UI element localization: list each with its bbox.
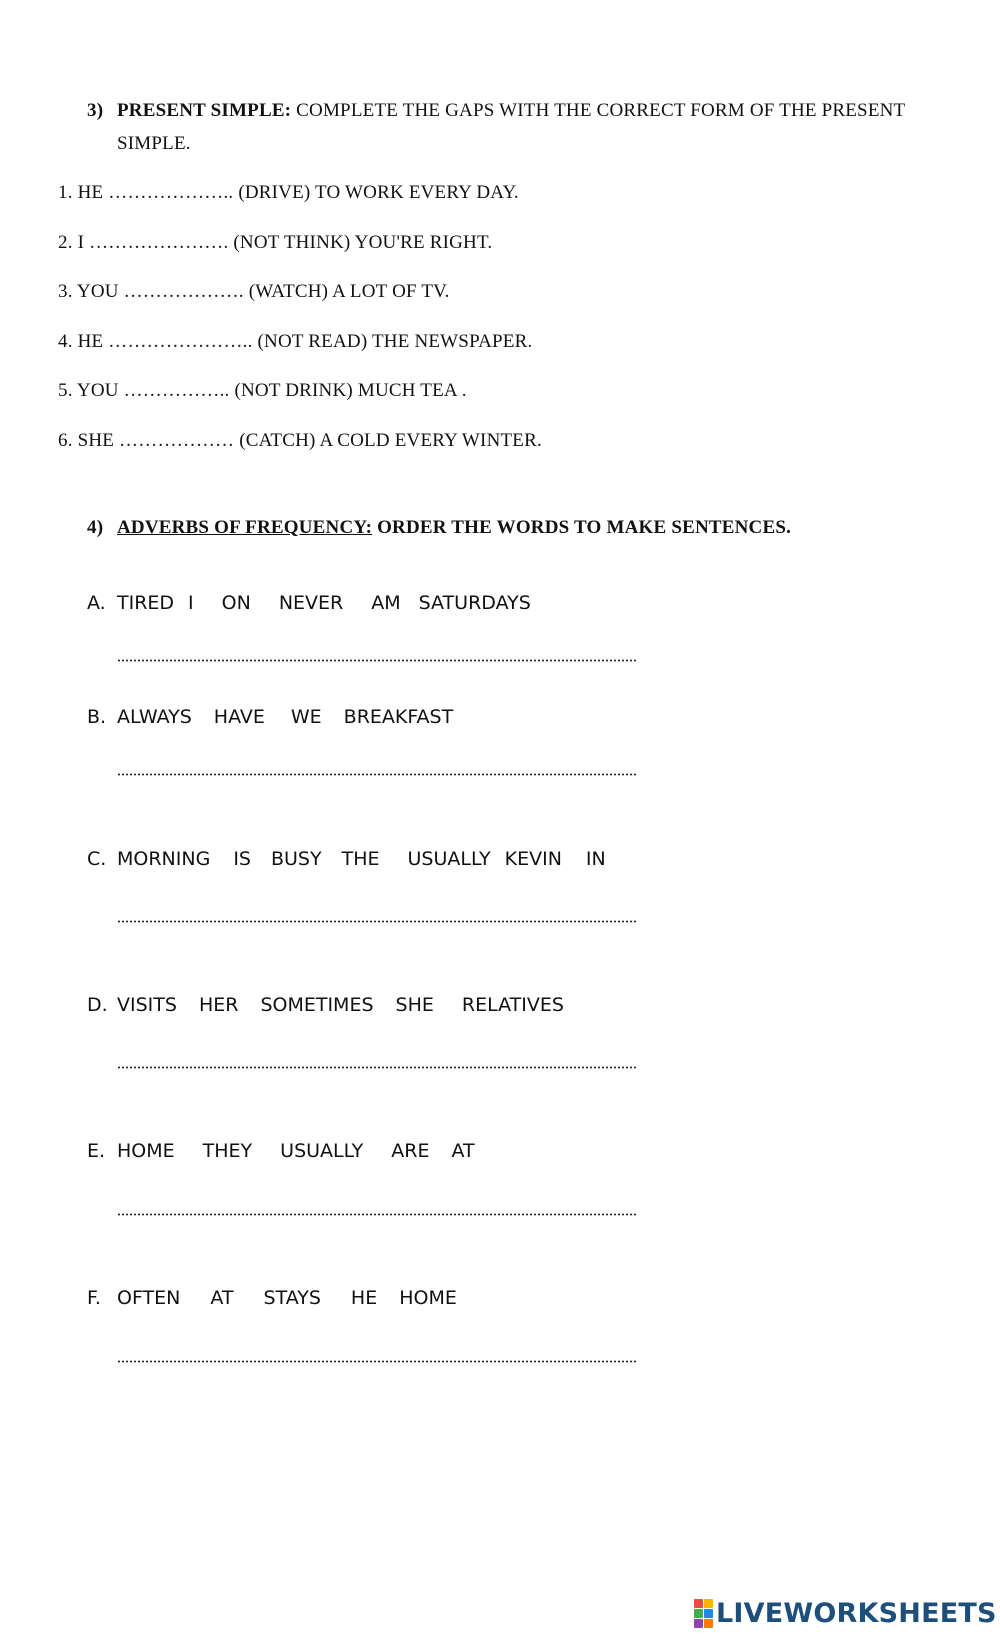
word: USUALLY [280,1140,364,1162]
gap-item-1: 1. HE ……………….. (DRIVE) TO WORK EVERY DAY. [58,182,519,203]
gap-item-4: 4. HE ………………….. (NOT READ) THE NEWSPAPER. [58,331,533,352]
logo-cell [694,1609,703,1618]
word: AM [371,592,401,614]
word: THEY [202,1140,253,1162]
word: ON [221,592,251,614]
order-item-e-words [117,1140,475,1162]
liveworksheets-logo [694,1598,997,1629]
word: HAVE [213,706,265,728]
logo-grid-icon [694,1599,713,1628]
logo-cell [704,1609,713,1618]
logo-cell [704,1599,713,1608]
section3-number: 3) [87,100,104,121]
word: SATURDAYS [418,592,531,614]
order-item-e-letter: E. [87,1140,106,1162]
word: ARE [391,1140,430,1162]
gap-item-2: 2. I …………………. (NOT THINK) YOU'RE RIGHT. [58,232,493,253]
order-item-c-words [117,848,606,870]
word: BUSY [270,848,322,870]
logo-text: LIVEWORKSHEETS [716,1598,997,1629]
word: HER [198,994,239,1016]
word: THE [341,848,380,870]
answer-line-b[interactable] [117,773,637,776]
word: USUALLY [407,848,491,870]
section4-number: 4) [87,517,104,538]
word: ALWAYS [117,706,192,728]
order-item-c-letter: C. [87,848,107,870]
word: KEVIN [504,848,562,870]
word: IN [585,848,606,870]
word: SOMETIMES [260,994,374,1016]
logo-cell [704,1619,713,1628]
logo-cell [694,1619,703,1628]
answer-line-f[interactable] [117,1360,637,1363]
logo-cell [694,1599,703,1608]
word: WE [290,706,322,728]
section4-instruction: ORDER THE WORDS TO MAKE SENTENCES. [377,517,792,538]
word: HOME [117,1140,175,1162]
order-item-d-letter: D. [87,994,108,1016]
section4-heading-line [117,517,791,539]
word: OFTEN [117,1287,181,1309]
section3-heading-line [117,100,905,122]
word: TIRED [117,592,175,614]
section3-instruction: COMPLETE THE GAPS WITH THE CORRECT FORM OF THE PRESENT [296,100,906,121]
word: IS [233,848,251,870]
gap-item-5: 5. YOU …………….. (NOT DRINK) MUCH TEA . [58,380,467,401]
order-item-b-words [117,706,453,728]
word: HE [350,1287,378,1309]
section3-instruction-cont: SIMPLE. [117,133,191,154]
word: I [188,592,194,614]
order-item-f-letter: F. [87,1287,101,1309]
word: AT [451,1140,475,1162]
word: HOME [399,1287,457,1309]
word: RELATIVES [461,994,564,1016]
answer-line-c[interactable] [117,920,637,923]
word: NEVER [278,592,344,614]
order-item-d-words [117,994,564,1016]
gap-item-3: 3. YOU ………………. (WATCH) A LOT OF TV. [58,281,450,302]
section4-heading: ADVERBS OF FREQUENCY: [117,517,373,538]
word: VISITS [117,994,177,1016]
section3-heading: PRESENT SIMPLE: [117,100,292,121]
word: STAYS [263,1287,321,1309]
order-item-a-words [117,592,531,614]
answer-line-d[interactable] [117,1066,637,1069]
order-item-a-letter: A. [87,592,106,614]
word: BREAKFAST [343,706,454,728]
word: AT [210,1287,234,1309]
order-item-f-words [117,1287,457,1309]
word: MORNING [117,848,211,870]
answer-line-a[interactable] [117,659,637,662]
gap-item-6: 6. SHE ……………… (CATCH) A COLD EVERY WINTER. [58,430,542,451]
answer-line-e[interactable] [117,1213,637,1216]
order-item-b-letter: B. [87,706,107,728]
word: SHE [395,994,434,1016]
